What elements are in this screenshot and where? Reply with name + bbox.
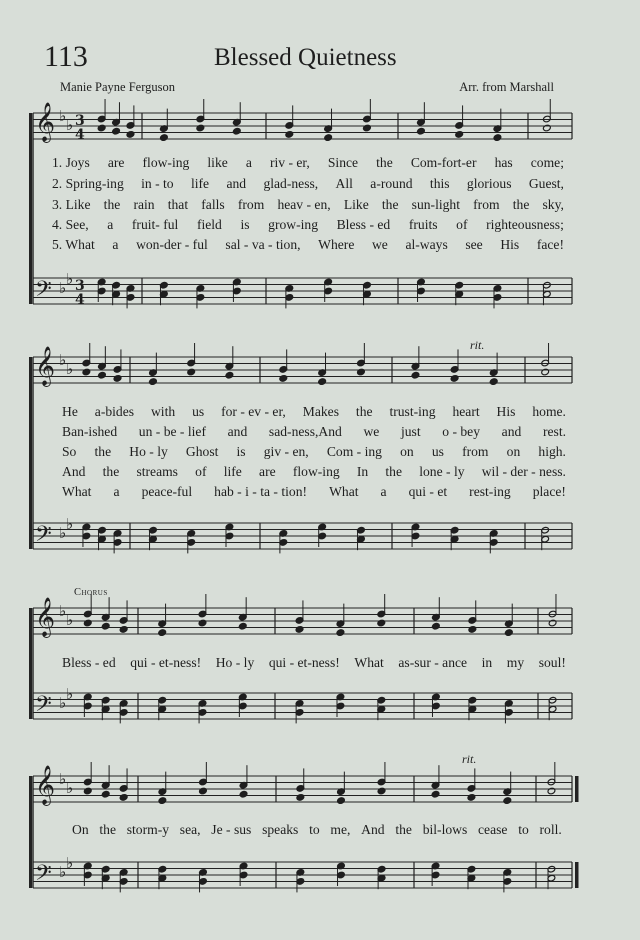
lyric-syllable: sal - va - tion, [225, 237, 301, 252]
time-signature-bottom: 4 [75, 127, 85, 143]
lyric-syllable: the [102, 464, 120, 479]
lyric-syllable: What [354, 655, 384, 670]
note-head [196, 124, 205, 132]
lyric-syllable: heart [452, 404, 480, 419]
lyric-syllable: flow-ing [292, 464, 340, 479]
lyric-syllable: sky, [542, 197, 564, 212]
lyric-syllable: Makes [302, 404, 339, 419]
lyric-syllable: Since [327, 155, 359, 170]
lyric-syllable: glad-ness, [263, 176, 319, 191]
lyric-syllable: hab - i - ta - tion! [214, 484, 308, 499]
note-head [337, 797, 346, 805]
lyric-syllable: cease [478, 822, 508, 837]
lyric-syllable: the [94, 444, 112, 459]
lyric-syllable: just [400, 424, 421, 439]
note-head [432, 622, 441, 630]
note-head [548, 619, 557, 627]
flat-icon: ♭ [66, 270, 74, 288]
verse-5-line-1 [52, 237, 564, 253]
verse-2-line-1 [52, 176, 564, 192]
lyric-syllable: a-round [370, 176, 413, 191]
lyric-syllable: righteousness; [486, 217, 564, 232]
lyric-syllable: 5. What [52, 237, 95, 252]
lyric-syllable: the [99, 822, 116, 837]
lyric-syllable: like [207, 155, 228, 170]
lyric-syllable: Com - ing [326, 444, 382, 459]
lyric-syllable: In [356, 464, 369, 479]
lyric-syllable: flow-ing [142, 155, 190, 170]
lyric-syllable: the [385, 464, 403, 479]
lyric-syllable: rest-ing [469, 484, 511, 499]
note-head [199, 787, 208, 795]
verse-3-line-1 [52, 197, 564, 213]
lyric-syllable: with [150, 404, 176, 419]
verse-4-line-1 [52, 217, 564, 233]
lyric-syllable: face! [536, 237, 564, 252]
note-head [431, 790, 440, 798]
lyric-syllable: the [103, 197, 121, 212]
system-brace [29, 113, 32, 304]
lyric-syllable: qui - et [408, 484, 448, 499]
note-head [112, 127, 121, 135]
lyric-syllable: won-der - ful [136, 237, 208, 252]
lyric-syllable: and [227, 424, 248, 439]
note-head [198, 619, 207, 627]
note-head [225, 371, 234, 379]
lyric-syllable: sun-light [411, 197, 460, 212]
time-signature-bottom: 4 [75, 292, 85, 308]
lyric-syllable: wil - der - ness. [481, 464, 566, 479]
lyric-syllable: place! [532, 484, 566, 499]
treble-clef-icon: 𝄞 [35, 597, 56, 637]
flat-icon: ♭ [66, 360, 74, 378]
note-head [83, 787, 92, 795]
lyric-syllable: falls [201, 197, 225, 212]
lyric-syllable: and [501, 424, 522, 439]
lyric-syllable: He [62, 404, 78, 419]
lyric-syllable: al-ways [405, 237, 448, 252]
lyric-syllable: a [245, 155, 252, 170]
note-head [101, 622, 110, 630]
lyric-syllable: a [112, 237, 119, 252]
lyric-syllable: Je - sus [211, 822, 252, 837]
lyric-syllable: home. [532, 404, 566, 419]
lyric-syllable: 1. Joys [52, 155, 90, 170]
lyric-syllable: on [506, 444, 521, 459]
lyric-syllable: a [113, 484, 120, 499]
lyric-syllable: Like [343, 197, 369, 212]
note-head [126, 131, 135, 139]
lyric-syllable: the [381, 197, 399, 212]
flat-icon: ♭ [66, 779, 74, 797]
lyric-syllable: Bless - ed [336, 217, 391, 232]
note-head [363, 124, 372, 132]
lyric-syllable: fruits [408, 217, 438, 232]
lyric-syllable: are [259, 464, 276, 479]
lyric-syllable: What [62, 484, 92, 499]
lyric-syllable: a [107, 217, 114, 232]
note-head [119, 626, 128, 634]
flat-icon: ♭ [59, 107, 67, 125]
lyric-syllable: Ghost [185, 444, 219, 459]
lyric-syllable: on [400, 444, 414, 459]
lyric-syllable: So [62, 444, 77, 459]
flat-icon: ♭ [66, 515, 74, 533]
chorus-line-1 [62, 655, 566, 671]
note-head [493, 134, 502, 142]
lyric-syllable: the [376, 155, 393, 170]
note-head [468, 626, 477, 634]
system-brace [29, 608, 32, 719]
note-head [101, 790, 110, 798]
time-signature-top: 3 [75, 278, 85, 294]
lyric-syllable: are [107, 155, 125, 170]
bass-clef-icon: 𝄢 [35, 692, 52, 722]
note-head [238, 622, 247, 630]
flat-icon: ♭ [59, 863, 67, 881]
lyric-syllable: for - ev - er, [221, 404, 286, 419]
lyric-syllable: is [240, 217, 250, 232]
flat-icon: ♭ [66, 116, 74, 134]
lyric-syllable: speaks [262, 822, 299, 837]
lyric-syllable: a [380, 484, 387, 499]
lyric-syllable: Bless - ed [62, 655, 116, 670]
lyric-syllable: soul! [538, 655, 566, 670]
lyric-syllable: us [431, 444, 444, 459]
note-head [541, 368, 550, 376]
lyric-syllable: storm-y [126, 822, 170, 837]
verse-1-line-1 [52, 155, 564, 171]
lyric-syllable: field [196, 217, 222, 232]
lyric-syllable: glorious [466, 176, 512, 191]
lyric-syllable: from [462, 444, 489, 459]
lyric-syllable: in [481, 655, 493, 670]
note-head [411, 371, 420, 379]
lyric-syllable: of [456, 217, 468, 232]
note-head [158, 629, 167, 637]
final-barline [575, 776, 579, 802]
lyric-syllable: lone - ly [419, 464, 465, 479]
treble-clef-icon: 𝄞 [35, 102, 56, 142]
hymn-number: 113 [44, 40, 88, 73]
verse-1-line-2 [62, 404, 566, 420]
note-head [83, 619, 92, 627]
note-head [149, 378, 158, 386]
note-head [357, 368, 366, 376]
lyric-syllable: to [309, 822, 320, 837]
lyric-syllable: Ho - ly [129, 444, 168, 459]
lyric-syllable: has [494, 155, 513, 170]
note-head [296, 794, 305, 802]
author-credit: Manie Payne Ferguson [60, 80, 176, 94]
system-brace [29, 776, 32, 888]
verse-2-line-2 [62, 424, 566, 440]
system-brace [29, 357, 32, 549]
note-head [455, 131, 464, 139]
lyric-syllable: qui - et-ness! [130, 655, 202, 670]
lyric-syllable: roll. [539, 822, 562, 837]
lyric-syllable: bil-lows [422, 822, 468, 837]
lyric-syllable: streams [136, 464, 178, 479]
verse-3-line-2 [62, 444, 566, 460]
lyric-syllable: Where [318, 237, 355, 252]
lyric-syllable: that [167, 197, 189, 212]
lyric-syllable: as-sur - ance [398, 655, 468, 670]
treble-clef-icon: 𝄞 [35, 346, 56, 386]
note-head [336, 629, 345, 637]
note-head [377, 787, 386, 795]
note-head [97, 124, 106, 132]
bass-clef-icon: 𝄢 [35, 861, 52, 891]
flat-icon: ♭ [59, 279, 67, 297]
lyric-syllable: see [465, 237, 483, 252]
note-head [239, 790, 248, 798]
lyric-syllable: rain [133, 197, 155, 212]
lyric-syllable: Com-fort-er [410, 155, 477, 170]
final-barline [575, 862, 579, 888]
lyric-syllable: grow-ing [268, 217, 318, 232]
note-head [119, 794, 128, 802]
lyric-syllable: Ban-ished [62, 424, 118, 439]
lyric-syllable: the [512, 197, 530, 212]
lyric-syllable: un - be - lief [138, 424, 206, 439]
lyric-syllable: His [496, 404, 516, 419]
lyric-syllable: Ho - ly [215, 655, 255, 670]
note-head [318, 378, 327, 386]
flat-icon: ♭ [59, 602, 67, 620]
lyric-syllable: All [335, 176, 353, 191]
bass-clef-icon: 𝄢 [35, 522, 52, 552]
lyric-syllable: in - to [141, 176, 174, 191]
lyric-syllable: sad-ness,And [268, 424, 342, 439]
lyric-syllable: What [329, 484, 359, 499]
lyric-syllable: trust-ing [389, 404, 436, 419]
lyric-syllable: 4. See, [52, 217, 89, 232]
flat-icon: ♭ [66, 611, 74, 629]
flat-icon: ♭ [66, 854, 74, 872]
lyric-syllable: from [237, 197, 265, 212]
note-head [160, 134, 169, 142]
lyric-syllable: us [192, 404, 205, 419]
lyric-syllable: life [190, 176, 210, 191]
note-head [233, 127, 242, 135]
note-head [98, 371, 107, 379]
note-head [158, 797, 167, 805]
lyric-syllable: Guest, [528, 176, 564, 191]
flat-icon: ♭ [59, 351, 67, 369]
lyric-syllable: we [363, 424, 380, 439]
verse-5-line-2 [62, 484, 566, 500]
lyric-syllable: this [429, 176, 450, 191]
lyric-syllable: heav - en, [277, 197, 331, 212]
note-head [450, 375, 459, 383]
lyric-syllable: my [506, 655, 525, 670]
lyric-syllable: of [195, 464, 207, 479]
flat-icon: ♭ [59, 694, 67, 712]
lyric-syllable: rest. [542, 424, 566, 439]
rit-marking-1: rit. [470, 338, 485, 352]
bass-clef-icon: 𝄢 [35, 277, 52, 307]
treble-clef-icon: 𝄞 [35, 765, 56, 805]
rit-marking-2: rit. [462, 752, 477, 766]
note-head [82, 368, 91, 376]
note-head [417, 127, 426, 135]
note-head [295, 626, 304, 634]
note-head [547, 787, 556, 795]
note-head [279, 375, 288, 383]
flat-icon: ♭ [59, 770, 67, 788]
note-head [377, 619, 386, 627]
lyric-syllable: come; [530, 155, 564, 170]
lyric-syllable: On [72, 822, 89, 837]
flat-icon: ♭ [59, 524, 67, 542]
lyric-syllable: we [371, 237, 388, 252]
note-head [285, 131, 294, 139]
lyric-syllable: from [473, 197, 500, 212]
lyric-syllable: 2. Spring-ing [52, 176, 124, 191]
note-head [324, 134, 333, 142]
lyric-syllable: me, [330, 822, 351, 837]
lyric-syllable: His [500, 237, 520, 252]
lyric-syllable: fruit- ful [131, 217, 179, 232]
lyric-syllable: qui - et-ness! [268, 655, 340, 670]
flat-icon: ♭ [66, 685, 74, 703]
lyric-syllable: peace-ful [141, 484, 193, 499]
lyric-syllable: the [355, 404, 373, 419]
lyric-syllable: life [223, 464, 242, 479]
lyric-syllable: And [361, 822, 385, 837]
lyric-syllable: high. [538, 444, 566, 459]
chorus-line-2 [72, 822, 562, 838]
note-head [505, 629, 514, 637]
lyric-syllable: And [62, 464, 86, 479]
lyric-syllable: giv - en, [263, 444, 309, 459]
lyric-syllable: sea, [179, 822, 201, 837]
verse-4-line-2 [62, 464, 566, 480]
hymn-title: Blessed Quietness [214, 44, 397, 71]
note-head [187, 368, 196, 376]
lyric-syllable: o - bey [442, 424, 481, 439]
lyric-syllable: and [226, 176, 247, 191]
note-head [503, 797, 512, 805]
note-head [467, 794, 476, 802]
lyric-syllable: the [395, 822, 412, 837]
arranger-credit: Arr. from Marshall [459, 80, 554, 94]
lyric-syllable: to [518, 822, 529, 837]
time-signature-top: 3 [75, 113, 85, 129]
note-head [113, 375, 122, 383]
lyric-syllable: a-bides [94, 404, 135, 419]
note-head [489, 378, 498, 386]
lyric-syllable: riv - er, [269, 155, 310, 170]
chorus-label: Chorus [74, 587, 108, 598]
lyric-syllable: 3. Like [52, 197, 91, 212]
lyric-syllable: is [236, 444, 246, 459]
note-head [543, 124, 552, 132]
